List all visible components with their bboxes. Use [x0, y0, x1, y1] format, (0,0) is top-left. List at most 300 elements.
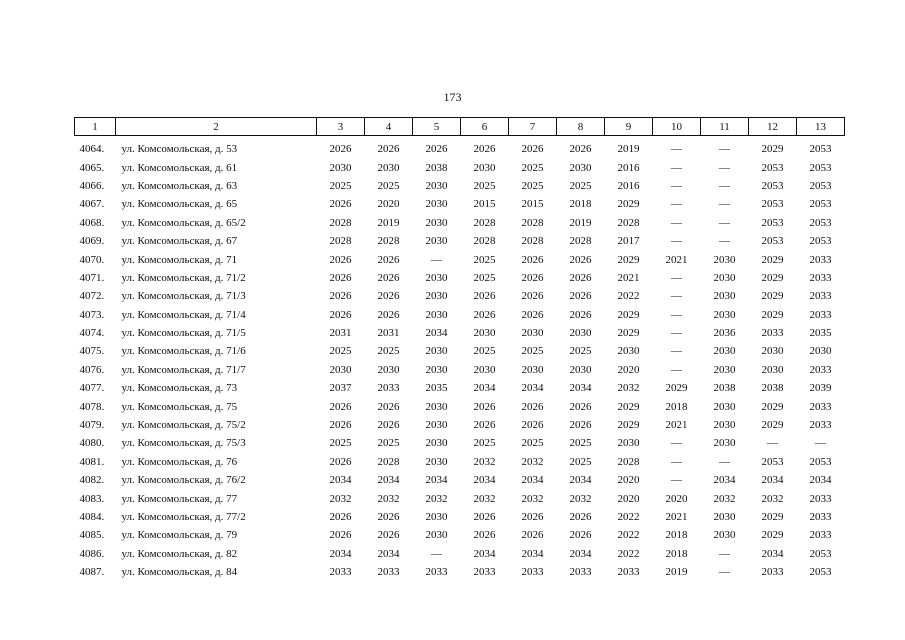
year-cell-col-5: 2030 [425, 216, 448, 229]
year-cell-col-4: 2026 [377, 143, 400, 156]
row-number: 4074. [79, 327, 105, 340]
year-cell-col-12: 2053 [761, 235, 784, 248]
table-row [75, 136, 845, 159]
row-number: 4072. [79, 290, 105, 303]
year-cell-col-9: 2029 [617, 419, 640, 432]
year-cell-col-8: 2026 [569, 400, 592, 413]
year-cell-col-6: 2033 [473, 566, 496, 579]
year-cell-col-8: 2033 [569, 566, 592, 579]
table-row [75, 177, 845, 195]
year-cell-col-11: 2030 [713, 363, 736, 376]
year-cell-col-7: 2015 [521, 198, 544, 211]
year-cell-col-12: 2030 [761, 363, 784, 376]
table-row [75, 158, 845, 176]
year-cell-col-9: 2020 [617, 363, 640, 376]
header-cell-col-5: 5 [413, 118, 461, 136]
table-row [75, 508, 845, 526]
year-cell-col-6: 2030 [473, 327, 496, 340]
year-cell-col-6: 2032 [473, 455, 496, 468]
address-cell: ул. Комсомольская, д. 73 [121, 382, 238, 395]
year-cell-col-3: 2034 [329, 547, 352, 560]
year-cell-col-11: — [719, 161, 730, 174]
year-cell-col-4: 2025 [377, 437, 400, 450]
year-cell-col-11: — [719, 143, 730, 156]
year-cell-col-4: 2026 [377, 419, 400, 432]
year-cell-col-12: 2029 [761, 419, 784, 432]
table-body [75, 136, 845, 582]
row-number: 4076. [79, 363, 105, 376]
year-cell-col-9: 2022 [617, 547, 640, 560]
address-cell: ул. Комсомольская, д. 71/3 [121, 290, 246, 303]
year-cell-col-4: 2026 [377, 511, 400, 523]
year-cell-col-8: 2034 [569, 474, 592, 487]
year-cell-col-6: 2025 [473, 345, 496, 358]
year-cell-col-3: 2030 [329, 161, 352, 174]
data-table [74, 117, 845, 581]
year-cell-col-3: 2026 [329, 400, 352, 413]
year-cell-col-3: 2025 [329, 345, 352, 358]
header-cell-col-11: 11 [701, 118, 749, 136]
year-cell-col-13: 2033 [809, 290, 832, 303]
year-cell-col-9: 2017 [617, 235, 640, 248]
year-cell-col-6: 2034 [473, 547, 496, 560]
year-cell-col-5: 2030 [425, 363, 448, 376]
year-cell-col-6: 2025 [473, 437, 496, 450]
year-cell-col-5: 2030 [425, 529, 448, 542]
year-cell-col-4: 2034 [377, 474, 400, 487]
table-row [75, 471, 845, 489]
table-row [75, 434, 845, 452]
address-cell: ул. Комсомольская, д. 65 [121, 198, 238, 211]
header-cell-col-3: 3 [317, 118, 365, 136]
year-cell-col-4: 2020 [377, 198, 400, 211]
year-cell-col-9: 2021 [617, 271, 640, 284]
year-cell-col-6: 2025 [473, 253, 496, 266]
year-cell-col-12: 2033 [761, 566, 784, 579]
year-cell-col-8: 2025 [569, 437, 592, 450]
year-cell-col-10: 2021 [665, 419, 688, 432]
year-cell-col-9: 2029 [617, 253, 640, 266]
year-cell-col-10: 2029 [665, 382, 688, 395]
row-number: 4067. [79, 198, 105, 211]
year-cell-col-7: 2033 [521, 566, 544, 579]
year-cell-col-5: 2030 [425, 419, 448, 432]
year-cell-col-4: 2028 [377, 235, 400, 248]
year-cell-col-4: 2030 [377, 161, 400, 174]
year-cell-col-6: 2025 [473, 179, 496, 192]
year-cell-col-11: — [719, 455, 730, 468]
year-cell-col-11: — [719, 235, 730, 248]
year-cell-col-11: 2030 [713, 308, 736, 321]
year-cell-col-4: 2033 [377, 382, 400, 395]
year-cell-col-6: 2025 [473, 271, 496, 284]
year-cell-col-12: 2029 [761, 511, 784, 523]
year-cell-col-4: 2019 [377, 216, 400, 229]
year-cell-col-12: 2029 [761, 271, 784, 284]
year-cell-col-3: 2026 [329, 419, 352, 432]
year-cell-col-5: 2030 [425, 400, 448, 413]
year-cell-col-9: 2028 [617, 216, 640, 229]
address-cell: ул. Комсомольская, д. 82 [121, 547, 238, 560]
year-cell-col-6: 2028 [473, 216, 496, 229]
year-cell-col-7: 2032 [521, 455, 544, 468]
year-cell-col-11: 2030 [713, 290, 736, 303]
address-cell: ул. Комсомольская, д. 76/2 [121, 474, 246, 487]
header-cell-col-4: 4 [365, 118, 413, 136]
header-cell-col-12: 12 [749, 118, 797, 136]
year-cell-col-12: 2029 [761, 253, 784, 266]
year-cell-col-13: 2053 [809, 455, 832, 468]
year-cell-col-11: 2030 [713, 345, 736, 358]
year-cell-col-7: 2028 [521, 235, 544, 248]
year-cell-col-9: 2019 [617, 143, 640, 156]
year-cell-col-8: 2030 [569, 363, 592, 376]
year-cell-col-8: 2034 [569, 547, 592, 560]
year-cell-col-9: 2016 [617, 161, 640, 174]
year-cell-col-11: 2032 [713, 492, 736, 505]
year-cell-col-3: 2028 [329, 216, 352, 229]
year-cell-col-12: 2029 [761, 529, 784, 542]
year-cell-col-10: — [671, 455, 682, 468]
year-cell-col-10: — [671, 437, 682, 450]
row-number: 4080. [79, 437, 105, 450]
year-cell-col-3: 2025 [329, 179, 352, 192]
year-cell-col-12: 2029 [761, 308, 784, 321]
year-cell-col-13: 2053 [809, 179, 832, 192]
year-cell-col-12: 2033 [761, 327, 784, 340]
address-cell: ул. Комсомольская, д. 71 [121, 253, 238, 266]
header-cell-col-7: 7 [509, 118, 557, 136]
year-cell-col-9: 2029 [617, 400, 640, 413]
table-row [75, 545, 845, 563]
year-cell-col-12: 2030 [761, 345, 784, 358]
year-cell-col-7: 2025 [521, 345, 544, 358]
year-cell-col-10: — [671, 308, 682, 321]
address-cell: ул. Комсомольская, д. 71/4 [121, 308, 246, 321]
year-cell-col-13: 2033 [809, 511, 832, 523]
year-cell-col-8: 2028 [569, 235, 592, 248]
year-cell-col-11: 2038 [713, 382, 736, 395]
year-cell-col-3: 2026 [329, 198, 352, 211]
year-cell-col-7: 2034 [521, 547, 544, 560]
address-cell: ул. Комсомольская, д. 79 [121, 529, 238, 542]
year-cell-col-10: — [671, 290, 682, 303]
year-cell-col-7: 2030 [521, 363, 544, 376]
year-cell-col-8: 2019 [569, 216, 592, 229]
year-cell-col-6: 2028 [473, 235, 496, 248]
year-cell-col-9: 2022 [617, 290, 640, 303]
year-cell-col-12: 2029 [761, 400, 784, 413]
year-cell-col-10: — [671, 363, 682, 376]
year-cell-col-7: 2032 [521, 492, 544, 505]
year-cell-col-10: — [671, 143, 682, 156]
address-cell: ул. Комсомольская, д. 61 [121, 161, 238, 174]
row-number: 4079. [79, 419, 105, 432]
year-cell-col-4: 2033 [377, 566, 400, 579]
year-cell-col-12: 2053 [761, 216, 784, 229]
address-cell: ул. Комсомольская, д. 67 [121, 235, 238, 248]
year-cell-col-11: 2030 [713, 437, 736, 450]
table-row [75, 379, 845, 397]
year-cell-col-5: 2030 [425, 345, 448, 358]
year-cell-col-12: 2029 [761, 143, 784, 156]
table-row [75, 214, 845, 232]
year-cell-col-12: 2038 [761, 382, 784, 395]
table-row [75, 453, 845, 471]
year-cell-col-13: 2033 [809, 419, 832, 432]
row-number: 4065. [79, 161, 105, 174]
header-cell-col-10: 10 [653, 118, 701, 136]
year-cell-col-12: 2053 [761, 161, 784, 174]
row-number: 4078. [79, 400, 105, 413]
year-cell-col-5: 2035 [425, 382, 448, 395]
year-cell-col-6: 2034 [473, 382, 496, 395]
year-cell-col-4: 2025 [377, 179, 400, 192]
table-row [75, 287, 845, 305]
year-cell-col-7: 2034 [521, 382, 544, 395]
year-cell-col-13: 2053 [809, 235, 832, 248]
year-cell-col-5: 2030 [425, 455, 448, 468]
year-cell-col-5: 2030 [425, 179, 448, 192]
address-cell: ул. Комсомольская, д. 63 [121, 179, 238, 192]
year-cell-col-13: 2033 [809, 492, 832, 505]
year-cell-col-8: 2026 [569, 290, 592, 303]
table-row [75, 232, 845, 250]
year-cell-col-3: 2026 [329, 271, 352, 284]
year-cell-col-5: 2030 [425, 271, 448, 284]
year-cell-col-6: 2030 [473, 363, 496, 376]
year-cell-col-3: 2037 [329, 382, 352, 395]
year-cell-col-6: 2026 [473, 308, 496, 321]
year-cell-col-3: 2026 [329, 529, 352, 542]
year-cell-col-8: 2026 [569, 253, 592, 266]
year-cell-col-10: — [671, 216, 682, 229]
year-cell-col-7: 2025 [521, 437, 544, 450]
year-cell-col-6: 2034 [473, 474, 496, 487]
year-cell-col-10: 2021 [665, 511, 688, 523]
year-cell-col-10: — [671, 161, 682, 174]
year-cell-col-8: 2026 [569, 529, 592, 542]
year-cell-col-13: 2033 [809, 400, 832, 413]
year-cell-col-7: 2026 [521, 308, 544, 321]
year-cell-col-4: 2026 [377, 400, 400, 413]
year-cell-col-4: 2032 [377, 492, 400, 505]
year-cell-col-9: 2029 [617, 308, 640, 321]
year-cell-col-8: 2018 [569, 198, 592, 211]
page-number: 173 [443, 90, 462, 104]
year-cell-col-8: 2025 [569, 455, 592, 468]
year-cell-col-8: 2030 [569, 327, 592, 340]
year-cell-col-8: 2026 [569, 143, 592, 156]
year-cell-col-3: 2026 [329, 253, 352, 266]
table-row [75, 489, 845, 507]
address-cell: ул. Комсомольская, д. 77/2 [121, 511, 246, 523]
year-cell-col-11: 2030 [713, 419, 736, 432]
year-cell-col-4: 2034 [377, 547, 400, 560]
year-cell-col-11: 2030 [713, 400, 736, 413]
year-cell-col-5: — [431, 253, 442, 266]
header-cell-col-1: 1 [75, 118, 116, 136]
table-row [75, 269, 845, 287]
year-cell-col-10: 2021 [665, 253, 688, 266]
year-cell-col-5: 2030 [425, 198, 448, 211]
year-cell-col-7: 2026 [521, 290, 544, 303]
year-cell-col-4: 2026 [377, 290, 400, 303]
year-cell-col-13: 2053 [809, 547, 832, 560]
year-cell-col-13: 2033 [809, 271, 832, 284]
year-cell-col-8: 2030 [569, 161, 592, 174]
year-cell-col-10: 2018 [665, 529, 688, 542]
year-cell-col-12: 2034 [761, 547, 784, 560]
year-cell-col-4: 2025 [377, 345, 400, 358]
row-number: 4087. [79, 566, 105, 579]
year-cell-col-3: 2032 [329, 492, 352, 505]
year-cell-col-10: — [671, 327, 682, 340]
row-number: 4068. [79, 216, 105, 229]
row-number: 4085. [79, 529, 105, 542]
year-cell-col-6: 2026 [473, 143, 496, 156]
address-cell: ул. Комсомольская, д. 71/2 [121, 271, 246, 284]
year-cell-col-9: 2033 [617, 566, 640, 579]
address-cell: ул. Комсомольская, д. 71/5 [121, 327, 246, 340]
year-cell-col-7: 2026 [521, 143, 544, 156]
year-cell-col-9: 2030 [617, 345, 640, 358]
row-number: 4082. [79, 474, 105, 487]
year-cell-col-9: 2029 [617, 198, 640, 211]
row-number: 4083. [79, 492, 105, 505]
header-row [75, 118, 845, 136]
year-cell-col-11: — [719, 216, 730, 229]
year-cell-col-8: 2026 [569, 419, 592, 432]
header-cell-col-13: 13 [797, 118, 845, 136]
row-number: 4066. [79, 179, 105, 192]
year-cell-col-10: — [671, 271, 682, 284]
year-cell-col-3: 2031 [329, 327, 352, 340]
year-cell-col-12: 2053 [761, 198, 784, 211]
year-cell-col-10: 2018 [665, 547, 688, 560]
row-number: 4081. [79, 455, 105, 468]
year-cell-col-11: — [719, 566, 730, 579]
year-cell-col-4: 2026 [377, 308, 400, 321]
year-cell-col-10: — [671, 235, 682, 248]
year-cell-col-3: 2026 [329, 143, 352, 156]
year-cell-col-8: 2026 [569, 511, 592, 523]
year-cell-col-12: 2053 [761, 179, 784, 192]
year-cell-col-13: 2033 [809, 253, 832, 266]
table-header [75, 118, 845, 136]
address-cell: ул. Комсомольская, д. 84 [121, 566, 238, 579]
year-cell-col-7: 2034 [521, 474, 544, 487]
year-cell-col-4: 2030 [377, 363, 400, 376]
year-cell-col-9: 2020 [617, 492, 640, 505]
year-cell-col-3: 2033 [329, 566, 352, 579]
year-cell-col-7: 2026 [521, 511, 544, 523]
year-cell-col-9: 2016 [617, 179, 640, 192]
year-cell-col-7: 2028 [521, 216, 544, 229]
year-cell-col-3: 2034 [329, 474, 352, 487]
year-cell-col-5: 2030 [425, 290, 448, 303]
year-cell-col-4: 2031 [377, 327, 400, 340]
year-cell-col-3: 2026 [329, 455, 352, 468]
year-cell-col-10: — [671, 198, 682, 211]
year-cell-col-6: 2032 [473, 492, 496, 505]
row-number: 4071. [79, 271, 105, 284]
year-cell-col-6: 2026 [473, 419, 496, 432]
year-cell-col-4: 2028 [377, 455, 400, 468]
year-cell-col-7: 2030 [521, 327, 544, 340]
address-cell: ул. Комсомольская, д. 65/2 [121, 216, 246, 229]
header-cell-col-8: 8 [557, 118, 605, 136]
year-cell-col-12: 2029 [761, 290, 784, 303]
table-row [75, 342, 845, 360]
table-row [75, 397, 845, 415]
year-cell-col-9: 2022 [617, 511, 640, 523]
year-cell-col-11: 2034 [713, 474, 736, 487]
year-cell-col-10: 2019 [665, 566, 688, 579]
table-row [75, 526, 845, 544]
year-cell-col-5: 2033 [425, 566, 448, 579]
year-cell-col-11: 2030 [713, 511, 736, 523]
year-cell-col-9: 2030 [617, 437, 640, 450]
year-cell-col-5: 2034 [425, 327, 448, 340]
year-cell-col-6: 2026 [473, 529, 496, 542]
row-number: 4075. [79, 345, 105, 358]
table-row [75, 250, 845, 268]
year-cell-col-13: 2053 [809, 198, 832, 211]
year-cell-col-8: 2026 [569, 271, 592, 284]
year-cell-col-10: 2020 [665, 492, 688, 505]
year-cell-col-13: 2033 [809, 529, 832, 542]
table-row [75, 563, 845, 581]
address-cell: ул. Комсомольская, д. 75 [121, 400, 238, 413]
year-cell-col-9: 2028 [617, 455, 640, 468]
year-cell-col-13: 2053 [809, 566, 832, 579]
table-row [75, 361, 845, 379]
year-cell-col-13: 2053 [809, 161, 832, 174]
year-cell-col-6: 2015 [473, 198, 496, 211]
year-cell-col-11: — [719, 198, 730, 211]
year-cell-col-3: 2026 [329, 308, 352, 321]
year-cell-col-11: 2030 [713, 271, 736, 284]
year-cell-col-8: 2032 [569, 492, 592, 505]
header-cell-col-9: 9 [605, 118, 653, 136]
year-cell-col-11: 2030 [713, 253, 736, 266]
year-cell-col-7: 2026 [521, 400, 544, 413]
year-cell-col-7: 2025 [521, 161, 544, 174]
year-cell-col-13: 2030 [809, 345, 832, 358]
year-cell-col-5: 2038 [425, 161, 448, 174]
year-cell-col-13: 2034 [809, 474, 832, 487]
year-cell-col-9: 2029 [617, 327, 640, 340]
year-cell-col-5: — [431, 547, 442, 560]
year-cell-col-5: 2030 [425, 308, 448, 321]
year-cell-col-11: — [719, 179, 730, 192]
header-cell-col-2: 2 [116, 118, 317, 136]
table-row [75, 324, 845, 342]
address-cell: ул. Комсомольская, д. 71/6 [121, 345, 246, 358]
row-number: 4069. [79, 235, 105, 248]
year-cell-col-13: — [815, 437, 826, 450]
row-number: 4073. [79, 308, 105, 321]
year-cell-col-7: 2026 [521, 253, 544, 266]
address-cell: ул. Комсомольская, д. 77 [121, 492, 238, 505]
year-cell-col-5: 2030 [425, 511, 448, 523]
year-cell-col-12: 2053 [761, 455, 784, 468]
year-cell-col-10: — [671, 345, 682, 358]
year-cell-col-5: 2030 [425, 437, 448, 450]
address-cell: ул. Комсомольская, д. 75/2 [121, 419, 246, 432]
year-cell-col-10: — [671, 179, 682, 192]
